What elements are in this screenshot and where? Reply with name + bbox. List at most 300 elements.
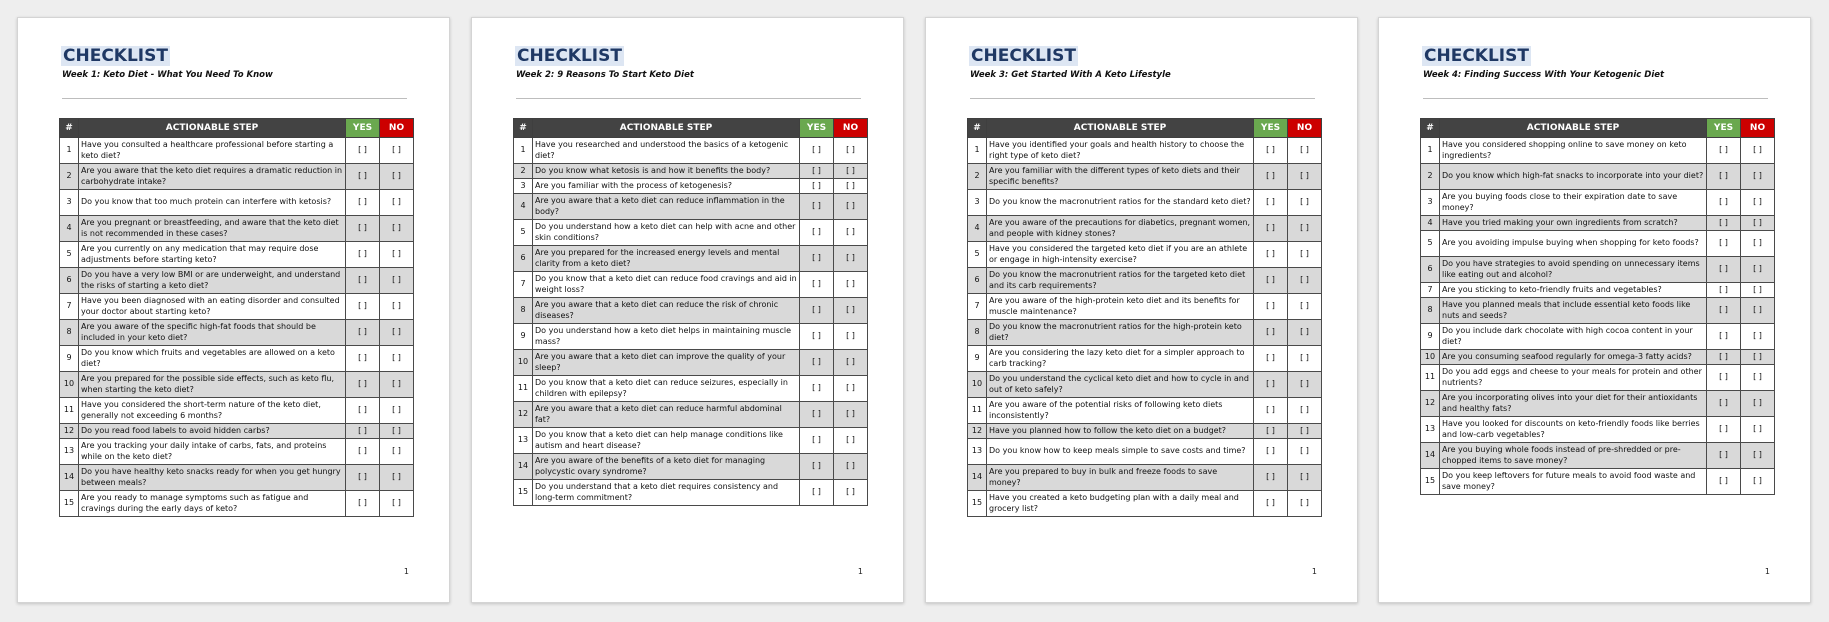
row-number: 15 <box>514 480 533 506</box>
no-checkbox[interactable]: [ ] <box>380 216 414 242</box>
no-checkbox[interactable]: [ ] <box>1288 372 1322 398</box>
row-number: 8 <box>60 320 79 346</box>
checklist-page-week-4 <box>1378 17 1811 603</box>
yes-checkbox[interactable]: [ ] <box>1254 398 1288 424</box>
yes-checkbox[interactable]: [ ] <box>346 268 380 294</box>
table-row <box>968 216 1322 242</box>
table-row <box>1421 216 1775 231</box>
table-row <box>968 138 1322 164</box>
no-checkbox[interactable]: [ ] <box>1741 138 1775 164</box>
no-checkbox[interactable]: [ ] <box>834 138 868 164</box>
yes-checkbox[interactable]: [ ] <box>346 294 380 320</box>
row-number: 9 <box>968 346 987 372</box>
no-checkbox[interactable]: [ ] <box>1288 190 1322 216</box>
yes-checkbox[interactable]: [ ] <box>1707 350 1741 365</box>
table-row <box>1421 443 1775 469</box>
row-question: Have you considered the targeted keto diet if you are an athlete or engage in high-intensity exercise? <box>987 242 1254 268</box>
checklist-page-week-3 <box>925 17 1358 603</box>
row-number: 2 <box>968 164 987 190</box>
table-row <box>60 320 414 346</box>
row-number: 12 <box>514 402 533 428</box>
row-number: 12 <box>968 424 987 439</box>
no-checkbox[interactable]: [ ] <box>1288 268 1322 294</box>
row-number: 6 <box>968 268 987 294</box>
no-checkbox[interactable]: [ ] <box>380 268 414 294</box>
table-row <box>514 428 868 454</box>
yes-checkbox[interactable]: [ ] <box>1254 439 1288 465</box>
row-question: Are you prepared for the increased energy levels and mental clarity from a keto diet? <box>533 246 800 272</box>
yes-checkbox[interactable]: [ ] <box>346 491 380 517</box>
yes-checkbox[interactable]: [ ] <box>346 164 380 190</box>
no-checkbox[interactable]: [ ] <box>1741 298 1775 324</box>
yes-checkbox[interactable]: [ ] <box>346 320 380 346</box>
row-question: Do you have healthy keto snacks ready for when you get hungry between meals? <box>79 465 346 491</box>
no-checkbox[interactable]: [ ] <box>1288 491 1322 517</box>
no-checkbox[interactable]: [ ] <box>834 246 868 272</box>
row-number: 5 <box>1421 231 1440 257</box>
row-question: Do you have strategies to avoid spending on unnecessary items like eating out and alcohol? <box>1440 257 1707 283</box>
row-number: 10 <box>1421 350 1440 365</box>
yes-checkbox[interactable]: [ ] <box>800 480 834 506</box>
row-question: Are you prepared to buy in bulk and freeze foods to save money? <box>987 465 1254 491</box>
no-checkbox[interactable]: [ ] <box>380 164 414 190</box>
header-number: # <box>968 119 987 138</box>
row-number: 12 <box>1421 391 1440 417</box>
no-checkbox[interactable]: [ ] <box>380 190 414 216</box>
table-row <box>968 465 1322 491</box>
no-checkbox[interactable]: [ ] <box>1741 190 1775 216</box>
no-checkbox[interactable]: [ ] <box>380 346 414 372</box>
header-number: # <box>60 119 79 138</box>
row-question: Are you pregnant or breastfeeding, and aware that the keto diet is not recommended in these cases? <box>79 216 346 242</box>
divider <box>1423 98 1768 99</box>
row-question: Are you aware that the keto diet requires a dramatic reduction in carbohydrate intake? <box>79 164 346 190</box>
yes-checkbox[interactable]: [ ] <box>1707 138 1741 164</box>
row-number: 2 <box>60 164 79 190</box>
yes-checkbox[interactable]: [ ] <box>800 164 834 179</box>
row-number: 1 <box>60 138 79 164</box>
yes-checkbox[interactable]: [ ] <box>1707 190 1741 216</box>
table-row <box>514 298 868 324</box>
no-checkbox[interactable]: [ ] <box>834 272 868 298</box>
table-row <box>968 398 1322 424</box>
header-number: # <box>514 119 533 138</box>
no-checkbox[interactable]: [ ] <box>380 465 414 491</box>
header-actionable-step: ACTIONABLE STEP <box>1440 119 1707 138</box>
page-title: CHECKLIST <box>517 46 622 66</box>
row-number: 3 <box>514 179 533 194</box>
no-checkbox[interactable]: [ ] <box>1741 216 1775 231</box>
row-question: Are you aware of the potential risks of following keto diets inconsistently? <box>987 398 1254 424</box>
table-row <box>1421 324 1775 350</box>
table-row <box>60 138 414 164</box>
header-actionable-step: ACTIONABLE STEP <box>987 119 1254 138</box>
table-row <box>514 246 868 272</box>
row-number: 1 <box>968 138 987 164</box>
row-number: 14 <box>514 454 533 480</box>
table-row <box>1421 469 1775 495</box>
table-row <box>60 465 414 491</box>
table-header-row <box>1421 119 1775 138</box>
yes-checkbox[interactable]: [ ] <box>800 402 834 428</box>
no-checkbox[interactable]: [ ] <box>834 376 868 402</box>
row-question: Have you tried making your own ingredients from scratch? <box>1440 216 1707 231</box>
yes-checkbox[interactable]: [ ] <box>346 424 380 439</box>
row-number: 5 <box>968 242 987 268</box>
no-checkbox[interactable]: [ ] <box>834 454 868 480</box>
row-number: 4 <box>60 216 79 242</box>
row-question: Are you aware that a keto diet can reduce inflammation in the body? <box>533 194 800 220</box>
row-question: Do you know which fruits and vegetables are allowed on a keto diet? <box>79 346 346 372</box>
table-row <box>514 164 868 179</box>
row-number: 8 <box>1421 298 1440 324</box>
row-number: 2 <box>514 164 533 179</box>
no-checkbox[interactable]: [ ] <box>1741 164 1775 190</box>
no-checkbox[interactable]: [ ] <box>380 138 414 164</box>
row-question: Are you buying foods close to their expiration date to save money? <box>1440 190 1707 216</box>
row-number: 4 <box>1421 216 1440 231</box>
row-number: 11 <box>1421 365 1440 391</box>
row-number: 7 <box>968 294 987 320</box>
no-checkbox[interactable]: [ ] <box>834 179 868 194</box>
yes-checkbox[interactable]: [ ] <box>1254 346 1288 372</box>
table-row <box>60 346 414 372</box>
row-number: 5 <box>514 220 533 246</box>
row-number: 12 <box>60 424 79 439</box>
no-checkbox[interactable]: [ ] <box>834 164 868 179</box>
row-question: Are you considering the lazy keto diet for a simpler approach to carb tracking? <box>987 346 1254 372</box>
row-question: Are you aware of the precautions for diabetics, pregnant women, and people with kidney stones? <box>987 216 1254 242</box>
row-number: 14 <box>60 465 79 491</box>
row-number: 3 <box>60 190 79 216</box>
no-checkbox[interactable]: [ ] <box>1288 242 1322 268</box>
table-header-row <box>60 119 414 138</box>
no-checkbox[interactable]: [ ] <box>1288 439 1322 465</box>
yes-checkbox[interactable]: [ ] <box>346 372 380 398</box>
row-question: Have you planned meals that include essential keto foods like nuts and seeds? <box>1440 298 1707 324</box>
no-checkbox[interactable]: [ ] <box>380 242 414 268</box>
row-question: Are you consuming seafood regularly for omega-3 fatty acids? <box>1440 350 1707 365</box>
yes-checkbox[interactable]: [ ] <box>1707 469 1741 495</box>
yes-checkbox[interactable]: [ ] <box>346 242 380 268</box>
header-no: NO <box>1288 119 1322 138</box>
table-row <box>1421 283 1775 298</box>
yes-checkbox[interactable]: [ ] <box>346 465 380 491</box>
yes-checkbox[interactable]: [ ] <box>1254 294 1288 320</box>
row-question: Are you familiar with the different types of keto diets and their specific benefits? <box>987 164 1254 190</box>
table-row <box>514 324 868 350</box>
row-question: Do you know how to keep meals simple to save costs and time? <box>987 439 1254 465</box>
yes-checkbox[interactable]: [ ] <box>1707 283 1741 298</box>
row-question: Do you know that a keto diet can reduce seizures, especially in children with epilepsy? <box>533 376 800 402</box>
row-question: Are you avoiding impulse buying when shopping for keto foods? <box>1440 231 1707 257</box>
no-checkbox[interactable]: [ ] <box>380 439 414 465</box>
row-number: 1 <box>514 138 533 164</box>
no-checkbox[interactable]: [ ] <box>1288 398 1322 424</box>
row-number: 3 <box>1421 190 1440 216</box>
no-checkbox[interactable]: [ ] <box>834 428 868 454</box>
yes-checkbox[interactable]: [ ] <box>1707 231 1741 257</box>
no-checkbox[interactable]: [ ] <box>1741 324 1775 350</box>
row-number: 9 <box>514 324 533 350</box>
yes-checkbox[interactable]: [ ] <box>346 346 380 372</box>
row-question: Do you know which high-fat snacks to incorporate into your diet? <box>1440 164 1707 190</box>
page-subtitle: Week 3: Get Started With A Keto Lifestyle <box>970 70 1171 80</box>
no-checkbox[interactable]: [ ] <box>380 294 414 320</box>
table-row <box>60 216 414 242</box>
table-row <box>968 372 1322 398</box>
row-question: Are you buying whole foods instead of pre-shredded or pre-chopped items to save money? <box>1440 443 1707 469</box>
row-question: Do you know the macronutrient ratios for the high-protein keto diet? <box>987 320 1254 346</box>
row-question: Are you familiar with the process of ketogenesis? <box>533 179 800 194</box>
table-header-row <box>968 119 1322 138</box>
row-question: Have you considered shopping online to save money on keto ingredients? <box>1440 138 1707 164</box>
no-checkbox[interactable]: [ ] <box>1288 164 1322 190</box>
row-question: Do you understand that a keto diet requires consistency and long-term commitment? <box>533 480 800 506</box>
no-checkbox[interactable]: [ ] <box>1288 138 1322 164</box>
table-row <box>60 164 414 190</box>
header-number: # <box>1421 119 1440 138</box>
yes-checkbox[interactable]: [ ] <box>1254 320 1288 346</box>
row-question: Do you know that too much protein can interfere with ketosis? <box>79 190 346 216</box>
row-number: 3 <box>968 190 987 216</box>
header-no: NO <box>834 119 868 138</box>
table-row <box>60 372 414 398</box>
yes-checkbox[interactable]: [ ] <box>800 179 834 194</box>
row-number: 6 <box>60 268 79 294</box>
table-row <box>60 268 414 294</box>
yes-checkbox[interactable]: [ ] <box>1707 443 1741 469</box>
row-question: Are you aware of the specific high-fat foods that should be included in your keto diet? <box>79 320 346 346</box>
yes-checkbox[interactable]: [ ] <box>346 398 380 424</box>
no-checkbox[interactable]: [ ] <box>834 324 868 350</box>
no-checkbox[interactable]: [ ] <box>834 480 868 506</box>
no-checkbox[interactable]: [ ] <box>380 320 414 346</box>
yes-checkbox[interactable]: [ ] <box>1254 491 1288 517</box>
row-question: Do you know the macronutrient ratios for the targeted keto diet and its carb requirements? <box>987 268 1254 294</box>
row-number: 8 <box>968 320 987 346</box>
header-actionable-step: ACTIONABLE STEP <box>79 119 346 138</box>
row-number: 13 <box>514 428 533 454</box>
no-checkbox[interactable]: [ ] <box>834 220 868 246</box>
yes-checkbox[interactable]: [ ] <box>800 428 834 454</box>
row-question: Do you keep leftovers for future meals to avoid food waste and save money? <box>1440 469 1707 495</box>
row-number: 11 <box>60 398 79 424</box>
page-number: 1 <box>403 567 409 576</box>
table-row <box>968 190 1322 216</box>
table-row <box>514 480 868 506</box>
row-question: Have you consulted a healthcare professional before starting a keto diet? <box>79 138 346 164</box>
table-row <box>968 424 1322 439</box>
row-question: Are you aware that a keto diet can reduce harmful abdominal fat? <box>533 402 800 428</box>
yes-checkbox[interactable]: [ ] <box>1254 216 1288 242</box>
table-row <box>60 491 414 517</box>
no-checkbox[interactable]: [ ] <box>1288 346 1322 372</box>
yes-checkbox[interactable]: [ ] <box>346 439 380 465</box>
table-row <box>968 268 1322 294</box>
no-checkbox[interactable]: [ ] <box>1741 283 1775 298</box>
no-checkbox[interactable]: [ ] <box>380 372 414 398</box>
table-row <box>60 398 414 424</box>
divider <box>516 98 861 99</box>
no-checkbox[interactable]: [ ] <box>1741 469 1775 495</box>
table-row <box>514 402 868 428</box>
table-row <box>968 439 1322 465</box>
yes-checkbox[interactable]: [ ] <box>800 194 834 220</box>
yes-checkbox[interactable]: [ ] <box>800 454 834 480</box>
page-number: 1 <box>1311 567 1317 576</box>
no-checkbox[interactable]: [ ] <box>1288 216 1322 242</box>
row-number: 2 <box>1421 164 1440 190</box>
no-checkbox[interactable]: [ ] <box>1741 257 1775 283</box>
page-subtitle: Week 2: 9 Reasons To Start Keto Diet <box>516 70 694 80</box>
yes-checkbox[interactable]: [ ] <box>1707 216 1741 231</box>
yes-checkbox[interactable]: [ ] <box>1254 424 1288 439</box>
table-row <box>1421 164 1775 190</box>
yes-checkbox[interactable]: [ ] <box>800 324 834 350</box>
row-question: Are you prepared for the possible side effects, such as keto flu, when starting the keto diet? <box>79 372 346 398</box>
row-number: 5 <box>60 242 79 268</box>
table-row <box>968 164 1322 190</box>
no-checkbox[interactable]: [ ] <box>834 194 868 220</box>
no-checkbox[interactable]: [ ] <box>1288 465 1322 491</box>
row-question: Are you tracking your daily intake of carbs, fats, and proteins while on the keto diet? <box>79 439 346 465</box>
row-number: 13 <box>1421 417 1440 443</box>
page-subtitle: Week 4: Finding Success With Your Ketogenic Diet <box>1423 70 1665 80</box>
table-row <box>968 320 1322 346</box>
row-question: Do you include dark chocolate with high cocoa content in your diet? <box>1440 324 1707 350</box>
no-checkbox[interactable]: [ ] <box>834 350 868 376</box>
table-row <box>1421 257 1775 283</box>
yes-checkbox[interactable]: [ ] <box>800 138 834 164</box>
table-row <box>514 179 868 194</box>
yes-checkbox[interactable]: [ ] <box>346 216 380 242</box>
no-checkbox[interactable]: [ ] <box>380 424 414 439</box>
yes-checkbox[interactable]: [ ] <box>1254 242 1288 268</box>
page-title: CHECKLIST <box>971 46 1076 66</box>
row-question: Do you have a very low BMI or are underweight, and understand the risks of starting a keto diet? <box>79 268 346 294</box>
no-checkbox[interactable]: [ ] <box>834 402 868 428</box>
yes-checkbox[interactable]: [ ] <box>346 138 380 164</box>
table-row <box>1421 190 1775 216</box>
row-number: 10 <box>968 372 987 398</box>
row-number: 9 <box>60 346 79 372</box>
no-checkbox[interactable]: [ ] <box>1741 443 1775 469</box>
table-row <box>514 376 868 402</box>
yes-checkbox[interactable]: [ ] <box>1707 417 1741 443</box>
no-checkbox[interactable]: [ ] <box>834 298 868 324</box>
yes-checkbox[interactable]: [ ] <box>1254 138 1288 164</box>
table-row <box>1421 350 1775 365</box>
table-row <box>514 454 868 480</box>
table-row <box>514 220 868 246</box>
row-question: Are you aware of the high-protein keto diet and its benefits for muscle maintenance? <box>987 294 1254 320</box>
row-number: 6 <box>514 246 533 272</box>
row-number: 9 <box>1421 324 1440 350</box>
row-question: Are you incorporating olives into your diet for their antioxidants and healthy fats? <box>1440 391 1707 417</box>
row-question: Have you considered the short-term nature of the keto diet, generally not exceeding 6 months? <box>79 398 346 424</box>
yes-checkbox[interactable]: [ ] <box>1707 391 1741 417</box>
no-checkbox[interactable]: [ ] <box>1741 231 1775 257</box>
yes-checkbox[interactable]: [ ] <box>800 350 834 376</box>
checklist-table <box>1420 118 1775 495</box>
row-question: Are you aware that a keto diet can improve the quality of your sleep? <box>533 350 800 376</box>
no-checkbox[interactable]: [ ] <box>1741 391 1775 417</box>
table-row <box>968 491 1322 517</box>
no-checkbox[interactable]: [ ] <box>1741 365 1775 391</box>
checklist-table <box>59 118 414 517</box>
yes-checkbox[interactable]: [ ] <box>1707 164 1741 190</box>
table-row <box>968 294 1322 320</box>
checklist-page-week-2 <box>471 17 904 603</box>
yes-checkbox[interactable]: [ ] <box>800 246 834 272</box>
yes-checkbox[interactable]: [ ] <box>1254 465 1288 491</box>
no-checkbox[interactable]: [ ] <box>1288 294 1322 320</box>
row-number: 4 <box>514 194 533 220</box>
yes-checkbox[interactable]: [ ] <box>1707 257 1741 283</box>
no-checkbox[interactable]: [ ] <box>1741 350 1775 365</box>
row-question: Do you know the macronutrient ratios for the standard keto diet? <box>987 190 1254 216</box>
yes-checkbox[interactable]: [ ] <box>800 220 834 246</box>
yes-checkbox[interactable]: [ ] <box>800 376 834 402</box>
table-row <box>1421 231 1775 257</box>
yes-checkbox[interactable]: [ ] <box>800 298 834 324</box>
page-title: CHECKLIST <box>63 46 168 66</box>
no-checkbox[interactable]: [ ] <box>1741 417 1775 443</box>
no-checkbox[interactable]: [ ] <box>1288 320 1322 346</box>
row-question: Do you add eggs and cheese to your meals for protein and other nutrients? <box>1440 365 1707 391</box>
header-yes: YES <box>346 119 380 138</box>
yes-checkbox[interactable]: [ ] <box>1707 365 1741 391</box>
row-question: Do you understand how a keto diet can help with acne and other skin conditions? <box>533 220 800 246</box>
header-yes: YES <box>1707 119 1741 138</box>
row-number: 7 <box>1421 283 1440 298</box>
yes-checkbox[interactable]: [ ] <box>1707 298 1741 324</box>
table-row <box>968 346 1322 372</box>
row-question: Have you been diagnosed with an eating disorder and consulted your doctor about starting keto? <box>79 294 346 320</box>
table-row <box>1421 138 1775 164</box>
row-question: Are you aware that a keto diet can reduce the risk of chronic diseases? <box>533 298 800 324</box>
row-number: 13 <box>60 439 79 465</box>
row-question: Do you read food labels to avoid hidden carbs? <box>79 424 346 439</box>
header-yes: YES <box>800 119 834 138</box>
row-question: Are you aware of the benefits of a keto diet for managing polycystic ovary syndrome? <box>533 454 800 480</box>
no-checkbox[interactable]: [ ] <box>380 491 414 517</box>
yes-checkbox[interactable]: [ ] <box>1707 324 1741 350</box>
table-row <box>1421 298 1775 324</box>
yes-checkbox[interactable]: [ ] <box>1254 268 1288 294</box>
yes-checkbox[interactable]: [ ] <box>1254 164 1288 190</box>
yes-checkbox[interactable]: [ ] <box>1254 372 1288 398</box>
row-question: Do you know what ketosis is and how it benefits the body? <box>533 164 800 179</box>
row-question: Have you identified your goals and health history to choose the right type of keto diet? <box>987 138 1254 164</box>
row-number: 14 <box>1421 443 1440 469</box>
row-number: 8 <box>514 298 533 324</box>
yes-checkbox[interactable]: [ ] <box>346 190 380 216</box>
row-question: Have you created a keto budgeting plan with a daily meal and grocery list? <box>987 491 1254 517</box>
no-checkbox[interactable]: [ ] <box>380 398 414 424</box>
yes-checkbox[interactable]: [ ] <box>1254 190 1288 216</box>
page-subtitle: Week 1: Keto Diet - What You Need To Know <box>62 70 273 80</box>
no-checkbox[interactable]: [ ] <box>1288 424 1322 439</box>
checklist-table <box>513 118 868 506</box>
yes-checkbox[interactable]: [ ] <box>800 272 834 298</box>
table-row <box>60 294 414 320</box>
row-number: 1 <box>1421 138 1440 164</box>
checklist-table <box>967 118 1322 517</box>
page-title: CHECKLIST <box>1424 46 1529 66</box>
row-number: 11 <box>968 398 987 424</box>
